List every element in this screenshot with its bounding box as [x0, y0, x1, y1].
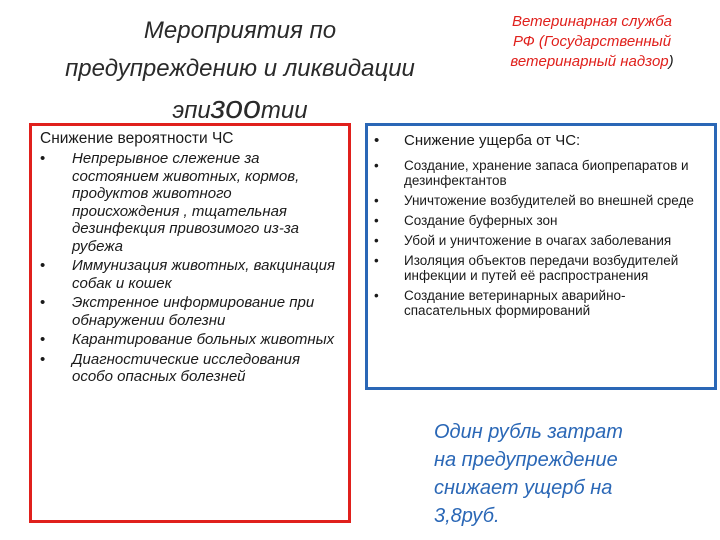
damage-reduction-heading-text: Снижение ущерба от ЧС:	[404, 132, 581, 149]
prevention-item	[40, 150, 340, 255]
agency-line-3-text: ветеринарный надзор	[510, 53, 669, 70]
bullet-icon: •	[40, 350, 46, 368]
agency-line-1: Ветеринарная служба	[512, 13, 672, 30]
prevention-item-text: Диагностические исследования особо опасных болезней	[72, 350, 301, 385]
savings-note-line-4: 3,8руб.	[434, 505, 500, 527]
title-line-3-b: зоо	[210, 89, 261, 125]
title-line-3-c: тии	[260, 97, 308, 124]
damage-reduction-item	[374, 158, 710, 188]
bullet-icon: •	[374, 253, 379, 268]
bullet-icon: •	[40, 257, 46, 274]
savings-note-line-1: Один рубль затрат	[434, 421, 623, 443]
bullet-icon: •	[374, 213, 379, 228]
title-line-1: Мероприятия по	[143, 17, 337, 44]
damage-reduction-box	[365, 123, 717, 390]
bullet-icon: •	[40, 331, 46, 348]
prevention-heading: Снижение вероятности ЧС	[40, 130, 234, 147]
damage-reduction-item-text: Создание буферных зон	[404, 213, 558, 228]
prevention-box	[29, 123, 351, 523]
bullet-icon: •	[374, 132, 380, 149]
title-line-2: предупреждению и ликвидации	[65, 55, 415, 82]
prevention-list	[40, 150, 340, 386]
bullet-icon: •	[374, 288, 379, 303]
bullet-icon: •	[40, 294, 46, 311]
bullet-icon: •	[374, 193, 379, 208]
bullet-icon: •	[374, 158, 379, 173]
damage-reduction-list	[374, 132, 710, 318]
savings-note	[434, 418, 684, 530]
agency-paren: )	[668, 53, 674, 70]
prevention-item	[40, 331, 340, 349]
slide-title	[20, 12, 460, 130]
prevention-item	[40, 294, 340, 329]
prevention-item	[40, 257, 340, 292]
damage-reduction-item-text: Изоляция объектов передачи возбудителей инфекции и путей её распространения	[404, 253, 679, 283]
agency-caption	[474, 12, 710, 72]
bullet-icon: •	[40, 150, 46, 167]
damage-reduction-item-text: Убой и уничтожение в очагах заболевания	[404, 233, 672, 248]
damage-reduction-item	[374, 253, 710, 283]
damage-reduction-item	[374, 288, 710, 318]
damage-reduction-item	[374, 193, 710, 208]
agency-line-2: РФ (Государственный	[512, 33, 672, 50]
damage-reduction-item-text: Создание ветеринарных аварийно-спасательных формирований	[404, 288, 626, 318]
damage-reduction-item-text: Создание, хранение запаса биопрепаратов и дезинфектантов	[404, 158, 689, 188]
prevention-item-text: Иммунизация животных, вакцинация собак и кошек	[72, 257, 335, 292]
prevention-item	[40, 351, 340, 386]
agency-line-3	[474, 52, 710, 72]
savings-note-line-2: на предупреждение	[434, 449, 618, 471]
title-line-3-a: эпи	[172, 97, 211, 124]
prevention-item-text: Экстренное информирование при обнаружении болезни	[72, 294, 315, 329]
savings-note-line-3: снижает ущерб на	[434, 477, 613, 499]
prevention-item-text: Непрерывное слежение за состоянием животных, кормов, продуктов животного происхождения , тщательная дезинфекция привозимого из-за рубежа	[72, 150, 300, 255]
prevention-item-text: Карантирование больных животных	[72, 331, 335, 348]
damage-reduction-item	[374, 233, 710, 248]
damage-reduction-heading	[374, 132, 710, 150]
damage-reduction-item-text: Уничтожение возбудителей во внешней среде	[404, 193, 694, 208]
bullet-icon: •	[374, 233, 379, 248]
damage-reduction-item	[374, 213, 710, 228]
